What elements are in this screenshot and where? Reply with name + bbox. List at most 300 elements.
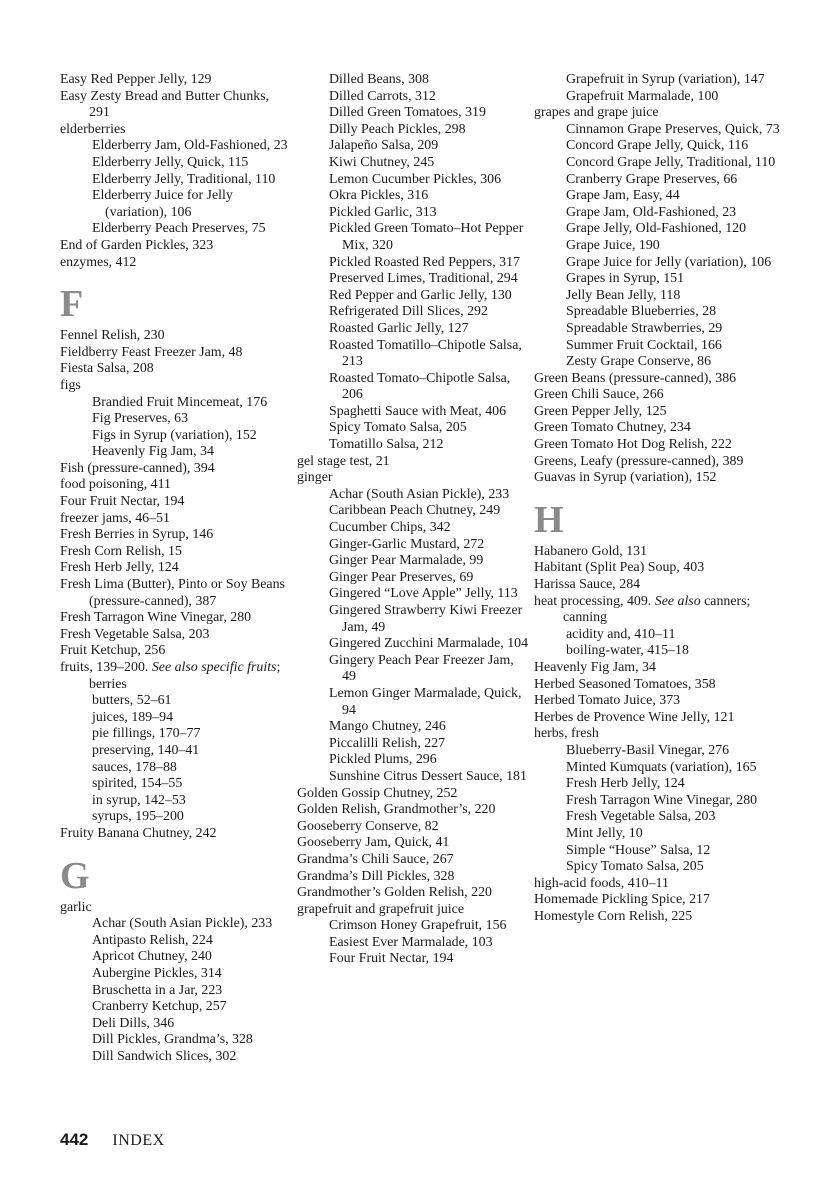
index-subentry	[60, 693, 290, 710]
entry-text: Caribbean Peach Chutney, 249	[329, 503, 501, 519]
index-entry	[297, 869, 529, 886]
entry-text: Cranberry Grape Preserves, 66	[566, 171, 738, 187]
index-subentry	[297, 138, 529, 155]
entry-text: Sunshine Citrus Dessert Sauce, 181	[329, 768, 527, 784]
index-subentry	[297, 752, 529, 769]
entry-text: Grandma’s Chili Sauce, 267	[297, 851, 454, 867]
index-entry	[534, 105, 784, 122]
index-subentry	[534, 826, 784, 843]
index-subentry	[60, 1032, 290, 1049]
index-subentry	[60, 411, 290, 428]
entry-text: gel stage test, 21	[297, 453, 390, 469]
entry-text: Dilled Green Tomatoes, 319	[329, 105, 486, 121]
entry-text: Green Chili Sauce, 266	[534, 387, 664, 403]
entry-text: Habanero Gold, 131	[534, 543, 648, 559]
index-subentry	[297, 89, 529, 106]
entry-text: Lemon Cucumber Pickles, 306	[329, 171, 502, 187]
entry-text: Grapefruit in Syrup (variation), 147	[566, 72, 765, 87]
index-entry	[534, 693, 784, 710]
index-subentry	[297, 719, 529, 736]
index-subentry	[60, 949, 290, 966]
entry-text: Pickled Plums, 296	[329, 752, 437, 768]
entry-text: Grape Jelly, Old-Fashioned, 120	[566, 221, 747, 237]
index-entry	[534, 876, 784, 893]
entry-text: high-acid foods, 410–11	[534, 875, 669, 891]
entry-text: Green Tomato Hot Dog Relish, 222	[534, 437, 732, 453]
index-subentry	[297, 636, 529, 653]
index-subentry	[297, 188, 529, 205]
entry-text: Fresh Vegetable Salsa, 203	[566, 809, 716, 825]
index-entry	[534, 594, 784, 627]
entry-text: boiling-water, 415–18	[566, 643, 689, 659]
entry-text: Cucumber Chips, 342	[329, 520, 451, 536]
entry-text: freezer jams, 46–51	[60, 510, 170, 526]
entry-text: Elderberry Jelly, Quick, 115	[92, 154, 249, 170]
index-subentry	[297, 520, 529, 537]
entry-text: Pickled Roasted Red Peppers, 317	[329, 254, 520, 270]
entry-text: Fruity Banana Chutney, 242	[60, 825, 217, 841]
index-column-3	[534, 72, 784, 926]
index-subentry	[297, 420, 529, 437]
index-entry	[60, 378, 290, 395]
index-subentry	[297, 304, 529, 321]
entry-text: Spaghetti Sauce with Meat, 406	[329, 403, 507, 419]
entry-text: Dilled Carrots, 312	[329, 88, 436, 104]
index-subentry	[60, 809, 290, 826]
index-entry	[534, 404, 784, 421]
entry-text: Fish (pressure-canned), 394	[60, 460, 215, 476]
index-subentry	[297, 736, 529, 753]
index-subentry	[297, 935, 529, 952]
index-entry	[297, 835, 529, 852]
index-subentry	[534, 172, 784, 189]
index-entry	[534, 544, 784, 561]
entry-text: Zesty Grape Conserve, 86	[566, 354, 712, 370]
index-subentry	[534, 843, 784, 860]
index-entry	[60, 610, 290, 627]
entry-text: Easy Zesty Bread and Butter Chunks, 291	[60, 88, 270, 121]
index-subentry	[534, 776, 784, 793]
index-subentry	[60, 776, 290, 793]
index-entry	[60, 527, 290, 544]
entry-text: Spicy Tomato Salsa, 205	[566, 859, 704, 875]
entry-text: Fresh Herb Jelly, 124	[60, 560, 179, 576]
entry-text: Four Fruit Nectar, 194	[329, 951, 454, 967]
entry-text: Habitant (Split Pea) Soup, 403	[534, 560, 705, 576]
index-entry	[60, 345, 290, 362]
index-subentry	[534, 122, 784, 139]
entry-text: Piccalilli Relish, 227	[329, 735, 446, 751]
index-entry	[534, 420, 784, 437]
index-subentry	[297, 72, 529, 89]
entry-text: Harissa Sauce, 284	[534, 577, 641, 593]
entry-text: Elderberry Jelly, Traditional, 110	[92, 171, 276, 187]
index-subentry	[534, 643, 784, 660]
index-entry	[297, 902, 529, 919]
index-subentry	[534, 238, 784, 255]
index-subentry	[60, 155, 290, 172]
entry-text: Okra Pickles, 316	[329, 188, 429, 204]
index-subentry	[60, 983, 290, 1000]
entry-text: Simple “House” Salsa, 12	[566, 842, 711, 858]
index-entry	[297, 470, 529, 487]
entry-text: Minted Kumquats (variation), 165	[566, 759, 757, 775]
index-entry	[60, 660, 290, 693]
entry-text: Green Beans (pressure-canned), 386	[534, 370, 737, 386]
entry-text: Dill Pickles, Grandma’s, 328	[92, 1032, 253, 1048]
index-entry	[60, 627, 290, 644]
index-entry	[60, 461, 290, 478]
entry-text: Ginger-Garlic Mustard, 272	[329, 536, 485, 552]
entry-text: Kiwi Chutney, 245	[329, 154, 435, 170]
index-subentry	[534, 809, 784, 826]
index-subentry	[60, 428, 290, 445]
entry-text: grapes and grape juice	[534, 105, 659, 121]
entry-text: Dilled Beans, 308	[329, 72, 429, 87]
entry-text: Gingery Peach Pear Freezer Jam, 49	[329, 652, 514, 685]
index-subentry	[297, 271, 529, 288]
entry-text: Roasted Garlic Jelly, 127	[329, 320, 469, 336]
index-subentry	[60, 760, 290, 777]
index-subentry	[60, 444, 290, 461]
cross-reference-target: ; berries	[89, 660, 281, 692]
entry-text: Concord Grape Jelly, Quick, 116	[566, 138, 749, 154]
cross-reference-target: canners; canning	[563, 593, 751, 626]
index-subentry	[60, 726, 290, 743]
index-subentry	[60, 916, 290, 933]
index-entry	[297, 852, 529, 869]
index-subentry	[297, 503, 529, 520]
entry-text: Pickled Garlic, 313	[329, 204, 437, 220]
entry-text: Herbed Tomato Juice, 373	[534, 693, 681, 709]
index-subentry	[297, 172, 529, 189]
entry-text: garlic	[60, 899, 92, 915]
entry-text: Fennel Relish, 230	[60, 328, 165, 344]
index-subentry	[60, 1049, 290, 1066]
cross-reference: See also specific fruits	[151, 660, 277, 675]
entry-text: Achar (South Asian Pickle), 233	[92, 916, 273, 932]
entry-text: Gingered “Love Apple” Jelly, 113	[329, 586, 518, 602]
entry-text: Pickled Green Tomato–Hot Pepper Mix, 320	[329, 221, 524, 253]
index-subentry	[534, 89, 784, 106]
index-entry	[534, 577, 784, 594]
entry-text: Fresh Lima (Butter), Pinto or Soy Beans (pressure-canned), 387	[60, 577, 285, 609]
entry-text: syrups, 195–200	[92, 809, 184, 825]
entry-text: juices, 189–94	[92, 709, 174, 725]
entry-text: Aubergine Pickles, 314	[92, 965, 222, 981]
entry-text: fruits, 139–200.	[60, 660, 152, 675]
index-subentry	[297, 122, 529, 139]
index-subentry	[297, 686, 529, 719]
index-subentry	[534, 627, 784, 644]
entry-text: in syrup, 142–53	[92, 792, 186, 808]
page-number: 442	[60, 1130, 89, 1149]
index-entry	[60, 560, 290, 577]
index-entry	[60, 122, 290, 139]
index-entry	[534, 677, 784, 694]
index-entry	[534, 371, 784, 388]
index-entry	[60, 238, 290, 255]
index-entry	[297, 454, 529, 471]
index-subentry	[60, 395, 290, 412]
index-entry	[60, 643, 290, 660]
entry-text: Fresh Tarragon Wine Vinegar, 280	[566, 792, 758, 808]
entry-text: Gooseberry Conserve, 82	[297, 818, 439, 834]
entry-text: Bruschetta in a Jar, 223	[92, 982, 223, 998]
index-entry	[60, 826, 290, 843]
entry-text: Heavenly Fig Jam, 34	[534, 660, 656, 675]
index-subentry	[297, 221, 529, 254]
index-subentry	[297, 437, 529, 454]
entry-text: Herbes de Provence Wine Jelly, 121	[534, 709, 735, 725]
index-subentry	[534, 354, 784, 371]
index-subentry	[534, 138, 784, 155]
entry-text: Jelly Bean Jelly, 118	[566, 287, 681, 303]
entry-text: Herbed Seasoned Tomatoes, 358	[534, 676, 716, 692]
entry-text: Red Pepper and Garlic Jelly, 130	[329, 287, 512, 303]
index-entry	[297, 819, 529, 836]
index-subentry	[534, 321, 784, 338]
entry-text: Mint Jelly, 10	[566, 825, 643, 841]
entry-text: Grandma’s Dill Pickles, 328	[297, 868, 455, 884]
index-subentry	[297, 321, 529, 338]
index-subentry	[60, 999, 290, 1016]
entry-text: enzymes, 412	[60, 254, 137, 270]
index-subentry	[297, 553, 529, 570]
entry-text: Refrigerated Dill Slices, 292	[329, 304, 488, 320]
entry-text: End of Garden Pickles, 323	[60, 237, 214, 253]
entry-text: Grape Juice for Jelly (variation), 106	[566, 254, 772, 270]
entry-text: Grape Jam, Old-Fashioned, 23	[566, 204, 737, 220]
index-subentry	[60, 933, 290, 950]
index-subentry	[60, 793, 290, 810]
index-entry	[534, 892, 784, 909]
entry-text: Brandied Fruit Mincemeat, 176	[92, 394, 268, 410]
index-column-1	[60, 72, 290, 1065]
index-entry	[60, 89, 290, 122]
index-entry	[534, 387, 784, 404]
index-entry	[534, 660, 784, 677]
index-subentry	[534, 793, 784, 810]
index-entry	[60, 544, 290, 561]
index-subentry	[297, 653, 529, 686]
entry-text: figs	[60, 377, 81, 393]
entry-text: Grape Juice, 190	[566, 237, 660, 253]
entry-text: Tomatillo Salsa, 212	[329, 437, 444, 453]
entry-text: Elderberry Juice for Jelly (variation), 106	[92, 188, 233, 220]
entry-text: Ginger Pear Preserves, 69	[329, 569, 474, 585]
index-subentry	[534, 304, 784, 321]
index-subentry	[534, 72, 784, 89]
cross-reference: See also	[654, 593, 701, 609]
index-subentry	[534, 338, 784, 355]
entry-text: Grandmother’s Golden Relish, 220	[297, 885, 492, 901]
entry-text: food poisoning, 411	[60, 477, 171, 493]
index-subentry	[60, 966, 290, 983]
entry-text: acidity and, 410–11	[566, 626, 676, 642]
entry-text: Cranberry Ketchup, 257	[92, 999, 227, 1015]
entry-text: Achar (South Asian Pickle), 233	[329, 486, 510, 502]
index-subentry	[534, 188, 784, 205]
index-entry	[534, 710, 784, 727]
entry-text: butters, 52–61	[92, 693, 172, 709]
index-entry	[60, 255, 290, 272]
index-entry	[60, 328, 290, 345]
index-subentry	[534, 743, 784, 760]
index-entry	[60, 577, 290, 610]
index-subentry	[297, 570, 529, 587]
entry-text: Four Fruit Nectar, 194	[60, 494, 185, 510]
entry-text: Easiest Ever Marmalade, 103	[329, 934, 493, 950]
index-section-letter: F	[60, 283, 84, 326]
entry-text: Grape Jam, Easy, 44	[566, 188, 680, 204]
entry-text: Figs in Syrup (variation), 152	[92, 427, 257, 443]
entry-text: Ginger Pear Marmalade, 99	[329, 553, 484, 569]
entry-text: Apricot Chutney, 240	[92, 949, 212, 965]
entry-text: Fresh Tarragon Wine Vinegar, 280	[60, 610, 252, 626]
index-subentry	[297, 404, 529, 421]
index-subentry	[297, 951, 529, 968]
entry-text: Grapes in Syrup, 151	[566, 271, 685, 287]
entry-text: Grapefruit Marmalade, 100	[566, 88, 719, 104]
index-entry	[297, 885, 529, 902]
index-entry	[60, 477, 290, 494]
section-title: INDEX	[112, 1132, 165, 1149]
index-subentry	[534, 255, 784, 272]
index-entry	[534, 726, 784, 743]
index-subentry	[297, 255, 529, 272]
index-section-letter: G	[60, 854, 90, 897]
entry-text: Lemon Ginger Marmalade, Quick, 94	[329, 685, 522, 718]
index-subentry	[297, 603, 529, 636]
entry-text: Greens, Leafy (pressure-canned), 389	[534, 453, 744, 469]
index-entry	[297, 786, 529, 803]
entry-text: Fresh Corn Relish, 15	[60, 543, 182, 559]
index-entry	[534, 560, 784, 577]
entry-text: ginger	[297, 470, 333, 486]
entry-text: Fieldberry Feast Freezer Jam, 48	[60, 344, 243, 360]
index-entry	[60, 494, 290, 511]
index-entry	[297, 802, 529, 819]
index-subentry	[297, 338, 529, 371]
entry-text: herbs, fresh	[534, 726, 599, 742]
entry-text: Guavas in Syrup (variation), 152	[534, 470, 717, 486]
index-subentry	[60, 1016, 290, 1033]
index-subentry	[60, 221, 290, 238]
entry-text: Fresh Vegetable Salsa, 203	[60, 626, 210, 642]
index-entry	[60, 900, 290, 917]
index-entry	[60, 361, 290, 378]
page-footer	[60, 1130, 165, 1151]
entry-text: spirited, 154–55	[92, 776, 183, 792]
entry-text: Crimson Honey Grapefruit, 156	[329, 918, 507, 934]
entry-text: Concord Grape Jelly, Traditional, 110	[566, 154, 776, 170]
index-subentry	[297, 288, 529, 305]
index-subentry	[534, 205, 784, 222]
entry-text: elderberries	[60, 121, 126, 137]
entry-text: Elderberry Peach Preserves, 75	[92, 221, 266, 237]
index-subentry	[297, 769, 529, 786]
entry-text: Spreadable Strawberries, 29	[566, 320, 723, 336]
index-subentry	[60, 743, 290, 760]
index-subentry	[534, 221, 784, 238]
entry-text: Fiesta Salsa, 208	[60, 361, 154, 377]
entry-text: Blueberry-Basil Vinegar, 276	[566, 742, 730, 758]
entry-text: Summer Fruit Cocktail, 166	[566, 337, 722, 353]
entry-text: Fresh Berries in Syrup, 146	[60, 527, 214, 543]
index-subentry	[60, 138, 290, 155]
entry-text: Fig Preserves, 63	[92, 411, 189, 427]
entry-text: Homestyle Corn Relish, 225	[534, 908, 693, 924]
index-subentry	[534, 288, 784, 305]
entry-text: preserving, 140–41	[92, 742, 200, 758]
index-subentry	[297, 371, 529, 404]
index-subentry	[297, 918, 529, 935]
index-subentry	[60, 710, 290, 727]
entry-text: pie fillings, 170–77	[92, 726, 201, 742]
entry-text: grapefruit and grapefruit juice	[297, 901, 464, 917]
index-subentry	[297, 586, 529, 603]
index-entry	[534, 437, 784, 454]
index-subentry	[60, 172, 290, 189]
index-subentry	[297, 537, 529, 554]
entry-text: Spicy Tomato Salsa, 205	[329, 420, 467, 436]
entry-text: Roasted Tomato–Chipotle Salsa, 206	[329, 370, 511, 403]
entry-text: Fresh Herb Jelly, 124	[566, 776, 685, 792]
entry-text: Dill Sandwich Slices, 302	[92, 1048, 237, 1064]
entry-text: Fruit Ketchup, 256	[60, 643, 166, 659]
index-entry	[60, 72, 290, 89]
index-subentry	[297, 205, 529, 222]
index-entry	[534, 909, 784, 926]
entry-text: Deli Dills, 346	[92, 1015, 175, 1031]
index-subentry	[297, 487, 529, 504]
index-subentry	[534, 271, 784, 288]
index-subentry	[534, 859, 784, 876]
index-column-2	[297, 72, 529, 968]
index-subentry	[534, 155, 784, 172]
entry-text: heat processing, 409.	[534, 593, 655, 609]
entry-text: Jalapeño Salsa, 209	[329, 138, 439, 154]
entry-text: Gooseberry Jam, Quick, 41	[297, 835, 450, 851]
entry-text: Gingered Strawberry Kiwi Freezer Jam, 49	[329, 603, 523, 635]
index-section-letter: H	[534, 498, 564, 541]
entry-text: Homemade Pickling Spice, 217	[534, 892, 710, 908]
index-subentry	[297, 155, 529, 172]
index-entry	[60, 511, 290, 528]
entry-text: Dilly Peach Pickles, 298	[329, 121, 466, 137]
entry-text: Roasted Tomatillo–Chipotle Salsa, 213	[329, 337, 522, 370]
entry-text: Antipasto Relish, 224	[92, 932, 213, 948]
entry-text: Green Tomato Chutney, 234	[534, 420, 691, 436]
entry-text: Heavenly Fig Jam, 34	[92, 444, 214, 460]
index-subentry	[534, 760, 784, 777]
index-entry	[534, 470, 784, 487]
entry-text: Gingered Zucchini Marmalade, 104	[329, 636, 529, 652]
entry-text: Cinnamon Grape Preserves, Quick, 73	[566, 121, 780, 137]
entry-text: Golden Gossip Chutney, 252	[297, 785, 458, 801]
entry-text: Mango Chutney, 246	[329, 719, 446, 735]
entry-text: Easy Red Pepper Jelly, 129	[60, 72, 212, 87]
entry-text: Preserved Limes, Traditional, 294	[329, 271, 518, 287]
index-subentry	[60, 188, 290, 221]
entry-text: Spreadable Blueberries, 28	[566, 304, 717, 320]
index-entry	[534, 454, 784, 471]
entry-text: Elderberry Jam, Old-Fashioned, 23	[92, 138, 288, 154]
entry-text: Golden Relish, Grandmother’s, 220	[297, 802, 496, 818]
index-subentry	[297, 105, 529, 122]
entry-text: sauces, 178–88	[92, 759, 177, 775]
